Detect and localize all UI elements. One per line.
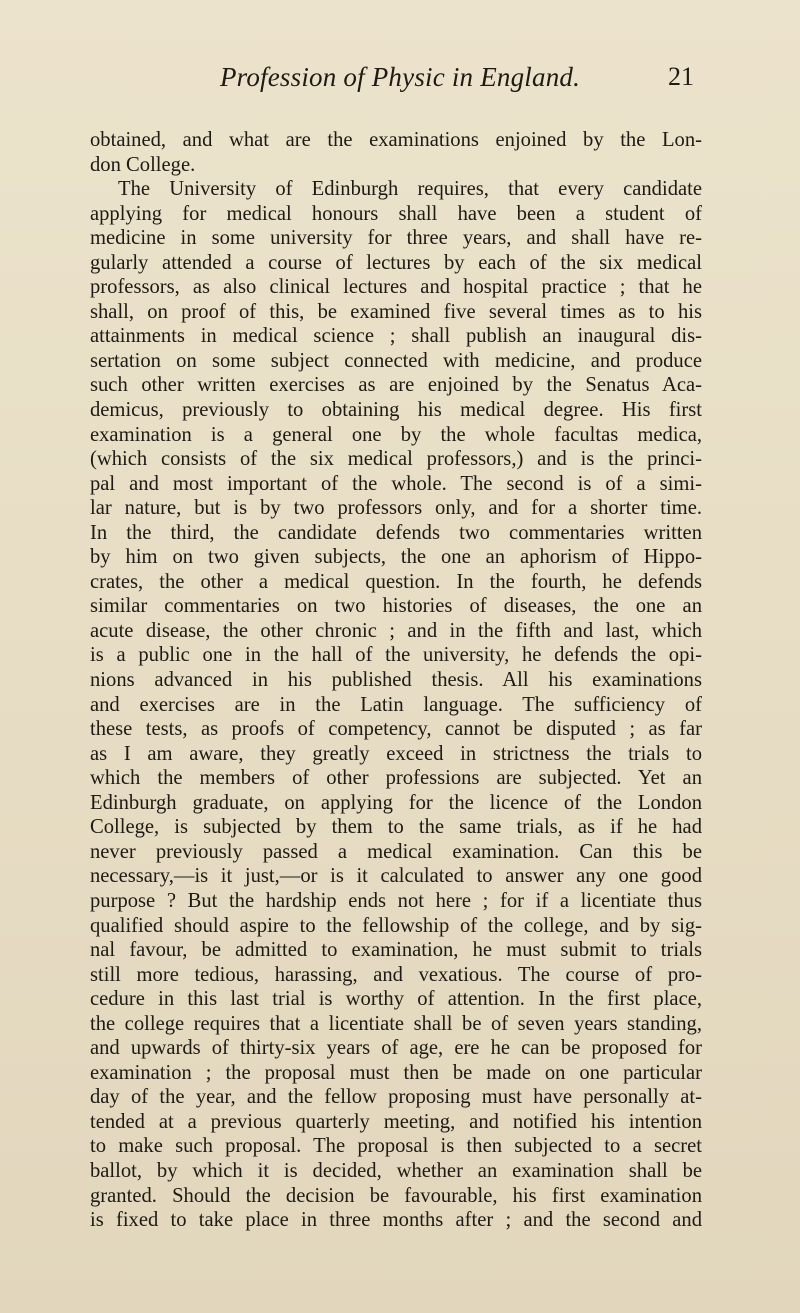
text-line: is a public one in the hall of the university, he defends the opi-	[90, 644, 702, 667]
text-line: and upwards of thirty-six years of age, ere he can be proposed for	[90, 1037, 702, 1060]
text-line: by him on two given subjects, the one an aphorism of Hippo-	[90, 546, 702, 569]
text-line: ballot, by which it is decided, whether an examination shall be	[90, 1159, 702, 1182]
text-line: to make such proposal. The proposal is then subjected to a secret	[90, 1135, 702, 1158]
text-line: don College.	[90, 153, 196, 176]
text-line: attainments in medical science ; shall publish an inaugural dis-	[90, 325, 702, 348]
text-line: and exercises are in the Latin language. The sufficiency of	[90, 693, 702, 716]
text-line: which the members of other professions are subjected. Yet an	[90, 767, 702, 790]
text-line: tended at a previous quarterly meeting, and notified his intention	[90, 1110, 702, 1133]
text-line: demicus, previously to obtaining his medical degree. His first	[90, 399, 702, 422]
running-title: Profession of Physic in England.	[219, 62, 581, 92]
text-line: acute disease, the other chronic ; and in the fifth and last, which	[90, 619, 702, 642]
text-line: pal and most important of the whole. The second is of a simi-	[90, 472, 702, 495]
text-line: the college requires that a licentiate shall be of seven years standing,	[90, 1012, 702, 1035]
text-line: nions advanced in his published thesis. All his examinations	[90, 669, 702, 692]
text-line: crates, the other a medical question. In the fourth, he defends	[90, 570, 702, 593]
paragraph-start-line: The University of Edinburgh requires, that every candidate	[118, 178, 702, 201]
text-line: purpose ? But the hardship ends not here ; for if a licentiate thus	[90, 889, 702, 912]
text-line: shall, on proof of this, be examined five several times as to his	[90, 300, 702, 323]
text-line: still more tedious, harassing, and vexatious. The course of pro-	[90, 963, 702, 986]
text-line: these tests, as proofs of competency, cannot be disputed ; as far	[90, 718, 702, 741]
text-line: In the third, the candidate defends two commentaries written	[90, 521, 702, 544]
text-line: examination is a general one by the whole facultas medica,	[90, 423, 702, 446]
text-line: similar commentaries on two histories of diseases, the one an	[90, 595, 702, 618]
text-line: professors, as also clinical lectures and hospital practice ; that he	[90, 276, 702, 299]
text-line: medicine in some university for three years, and shall have re-	[90, 227, 702, 250]
page-number: 21	[668, 62, 694, 91]
text-line: never previously passed a medical examination. Can this be	[90, 840, 702, 863]
text-line: (which consists of the six medical professors,) and is the princi-	[90, 448, 702, 471]
text-line: sertation on some subject connected with medicine, and produce	[90, 349, 702, 372]
text-line: Edinburgh graduate, on applying for the licence of the London	[90, 791, 702, 814]
text-line: nal favour, be admitted to examination, he must submit to trials	[90, 939, 702, 962]
text-line: applying for medical honours shall have been a student of	[90, 202, 702, 225]
text-line: obtained, and what are the examinations enjoined by the Lon-	[90, 129, 702, 151]
text-line: granted. Should the decision be favourable, his first examination	[90, 1184, 702, 1207]
text-line: is fixed to take place in three months after ; and the second and	[90, 1209, 702, 1232]
text-line: lar nature, but is by two professors only, and for a shorter time.	[90, 497, 702, 520]
text-line: gularly attended a course of lectures by each of the six medical	[90, 251, 702, 274]
text-line: such other written exercises as are enjoined by the Senatus Aca-	[90, 374, 702, 397]
text-line: examination ; the proposal must then be made on one particular	[90, 1061, 702, 1084]
text-line: necessary,—is it just,—or is it calculated to answer any one good	[90, 865, 702, 888]
text-line: qualified should aspire to the fellowship of the college, and by sig-	[90, 914, 702, 937]
running-head	[0, 62, 800, 102]
text-line: cedure in this last trial is worthy of attention. In the first place,	[90, 988, 702, 1011]
body-text	[90, 128, 702, 1233]
text-line: day of the year, and the fellow proposing must have personally at-	[90, 1086, 702, 1109]
text-line: College, is subjected by them to the same trials, as if he had	[90, 816, 702, 839]
text-line: as I am aware, they greatly exceed in strictness the trials to	[90, 742, 702, 765]
